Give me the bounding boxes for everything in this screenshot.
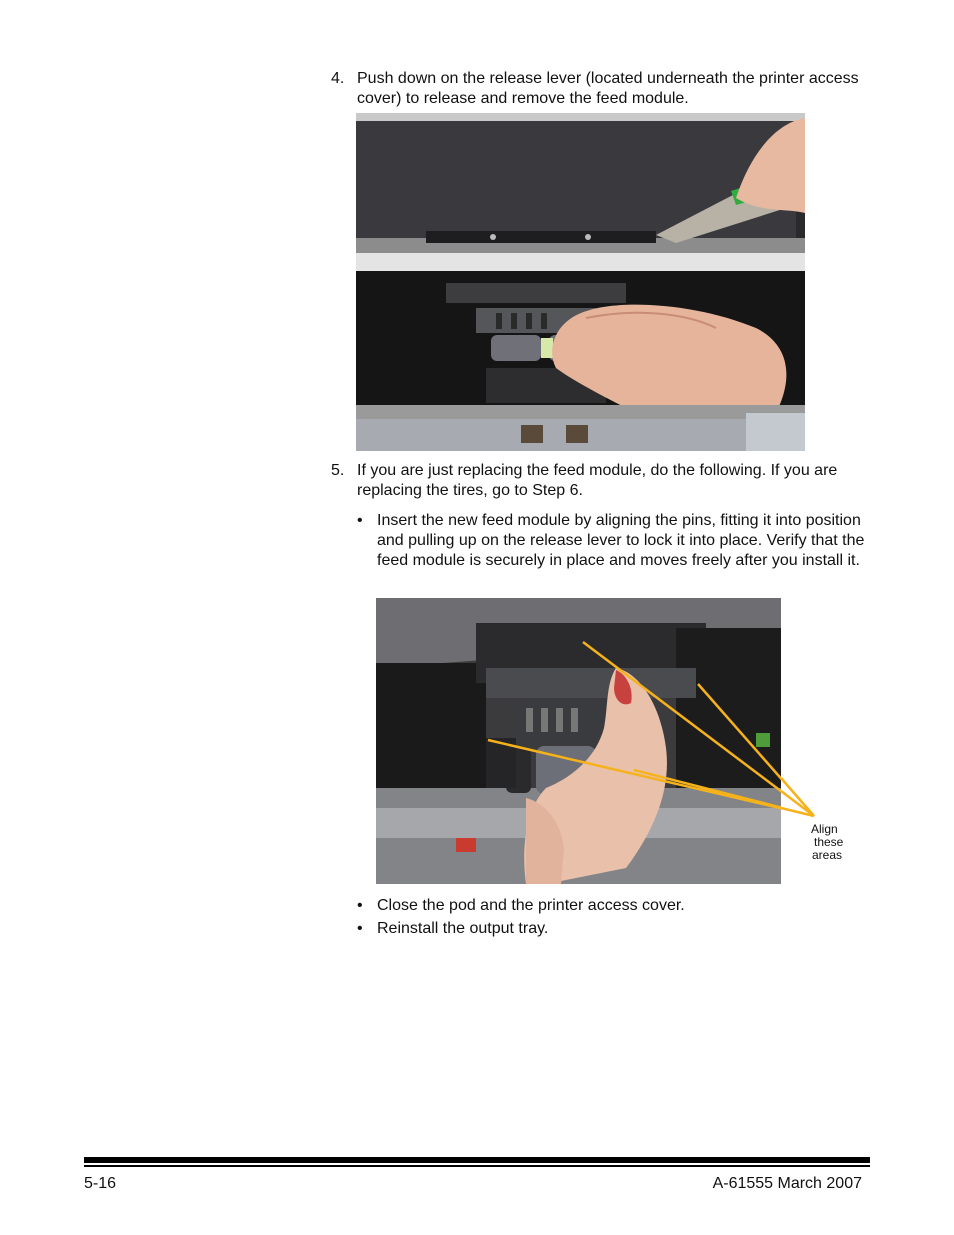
photo-remove-feed-module <box>356 113 805 451</box>
footer-rule-thin <box>84 1165 870 1167</box>
callout-line-extension <box>376 598 821 828</box>
callout-line-1: Align <box>811 822 838 836</box>
document-id: A-61555 March 2007 <box>712 1175 862 1192</box>
callout-align-these-areas <box>811 823 843 862</box>
bullet-text: Reinstall the output tray. <box>377 920 549 937</box>
step-number: 4. <box>331 70 345 87</box>
bullet-text: Close the pod and the printer access cover. <box>377 897 685 914</box>
photo-remove-feed-module-image <box>356 113 805 451</box>
footer-rule-thick <box>84 1157 870 1163</box>
page-number: 5-16 <box>84 1175 117 1192</box>
step-text: If you are just replacing the feed module, do the following. If you are replacing the tires, go to Step 6. <box>357 462 838 499</box>
bullet-symbol: • <box>357 512 363 529</box>
callout-line-3: areas <box>812 848 843 862</box>
bullet-symbol: • <box>357 897 363 914</box>
step-number: 5. <box>331 462 345 479</box>
step-text: Push down on the release lever (located underneath the printer access cover) to release and remove the feed module. <box>357 70 859 107</box>
bullet-symbol: • <box>357 920 363 937</box>
callout-line-2: these <box>814 835 844 849</box>
bullet-text: Insert the new feed module by aligning the pins, fitting it into position and pulling up on the release lever to lock it into place. Verify that the feed module is securely in place and moves freely after you install it. <box>377 512 865 569</box>
